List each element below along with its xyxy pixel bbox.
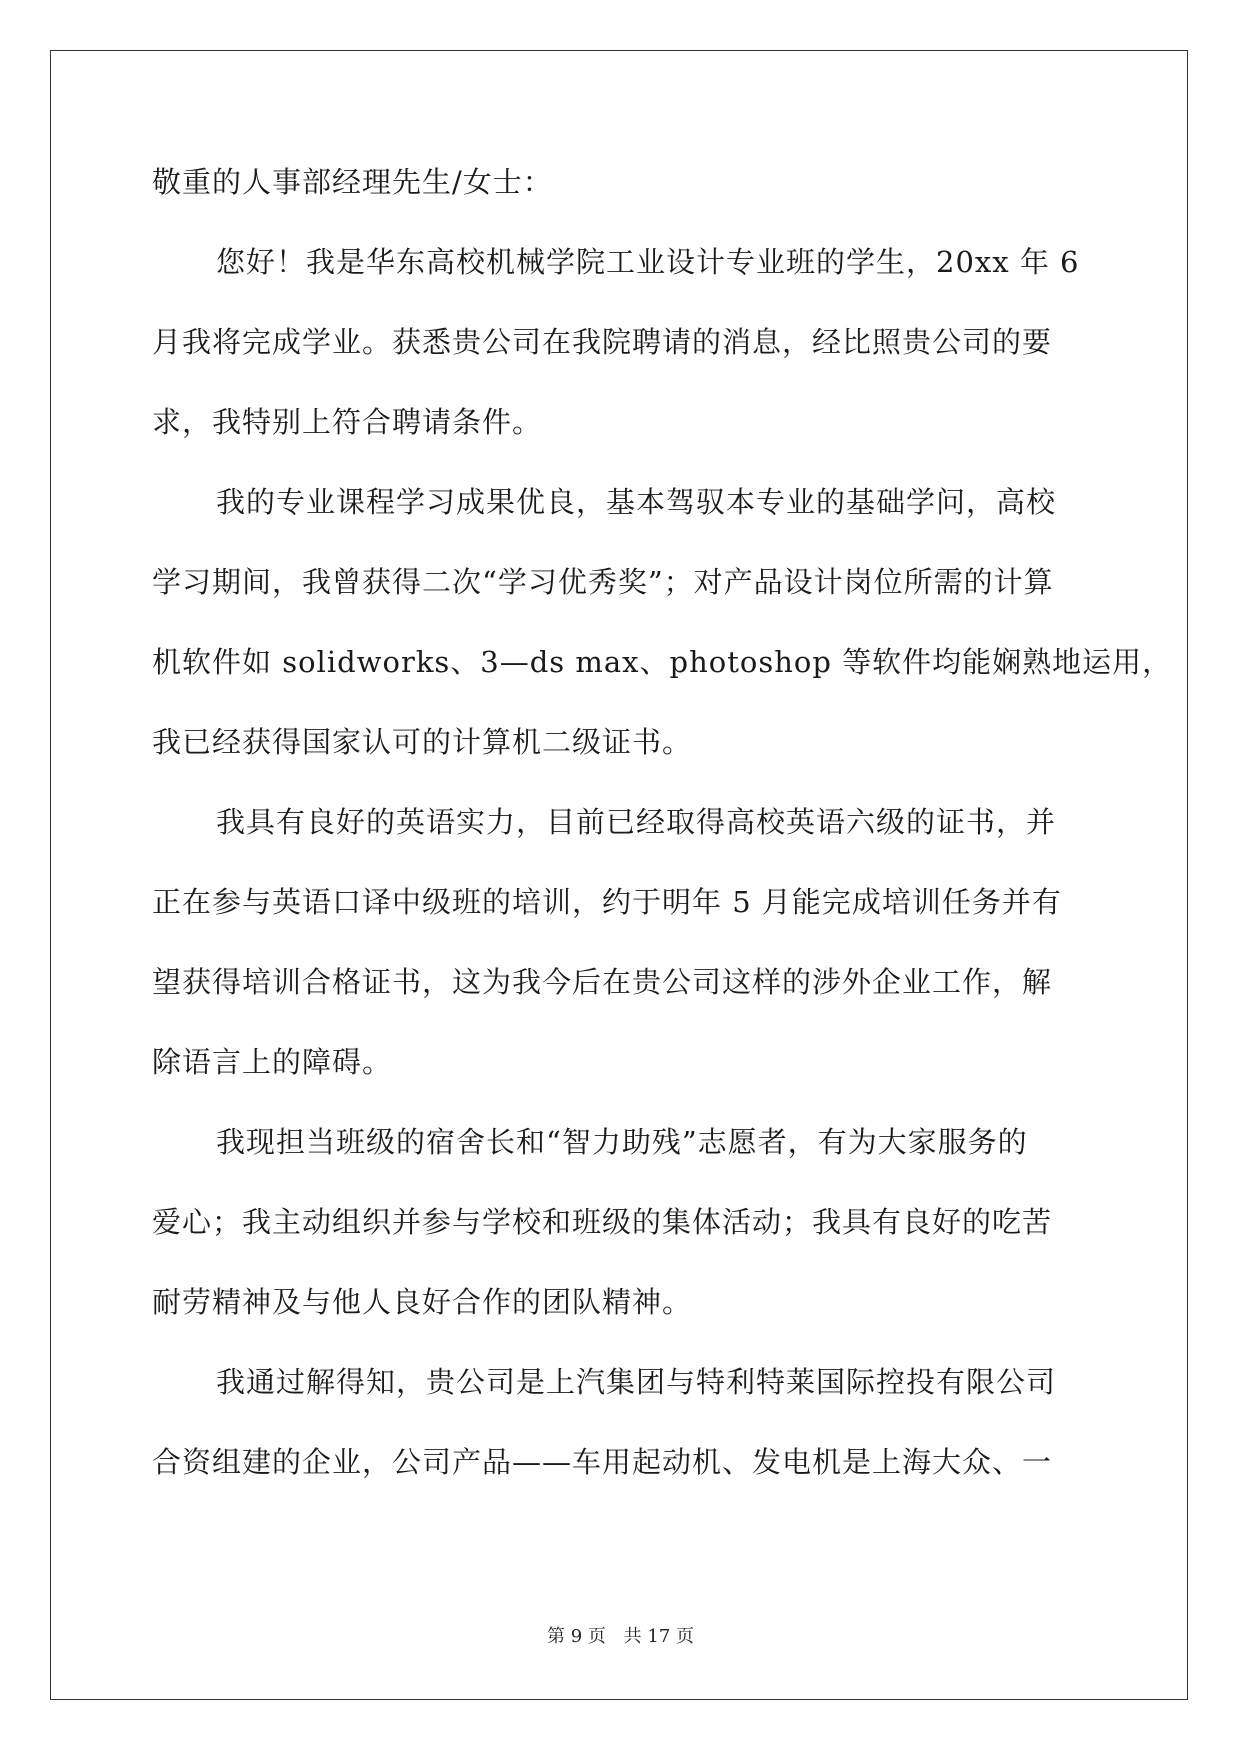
text-line: 机软件如 solidworks、3—ds max、photoshop 等软件均能娴熟地运用， bbox=[152, 645, 1173, 679]
text-line: 爱心；我主动组织并参与学校和班级的集体活动；我具有良好的吃苦 bbox=[152, 1205, 1053, 1239]
text-line: 您好！我是华东高校机械学院工业设计专业班的学生，20xx 年 6 bbox=[216, 245, 1080, 279]
text-line: 我具有良好的英语实力，目前已经取得高校英语六级的证书，并 bbox=[216, 805, 1057, 839]
text-line: 月我将完成学业。获悉贵公司在我院聘请的消息，经比照贵公司的要 bbox=[152, 325, 1053, 359]
text-line: 我现担当班级的宿舍长和“智力助残”志愿者，有为大家服务的 bbox=[216, 1125, 1028, 1159]
text-line: 学习期间，我曾获得二次“学习优秀奖”；对产品设计岗位所需的计算 bbox=[152, 565, 1054, 599]
text-line: 我通过解得知，贵公司是上汽集团与特利特莱国际控投有限公司 bbox=[216, 1365, 1057, 1399]
text-line: 耐劳精神及与他人良好合作的团队精神。 bbox=[152, 1285, 693, 1319]
text-line: 合资组建的企业，公司产品——车用起动机、发电机是上海大众、一 bbox=[152, 1445, 1053, 1479]
text-line: 求，我特别上符合聘请条件。 bbox=[152, 405, 543, 439]
page-total: 共 17 页 bbox=[623, 1626, 694, 1647]
letter-body bbox=[152, 163, 1173, 1523]
text-line: 正在参与英语口译中级班的培训，约于明年 5 月能完成培训任务并有 bbox=[152, 885, 1062, 919]
salutation-line: 敬重的人事部经理先生/女士： bbox=[152, 165, 553, 199]
text-line: 我已经获得国家认可的计算机二级证书。 bbox=[152, 725, 693, 759]
text-line: 我的专业课程学习成果优良，基本驾驭本专业的基础学问，高校 bbox=[216, 485, 1057, 519]
page-footer bbox=[0, 1625, 1241, 1649]
page-number: 第 9 页 bbox=[547, 1626, 606, 1647]
text-line: 望获得培训合格证书，这为我今后在贵公司这样的涉外企业工作，解 bbox=[152, 965, 1053, 999]
text-line: 除语言上的障碍。 bbox=[152, 1045, 393, 1079]
